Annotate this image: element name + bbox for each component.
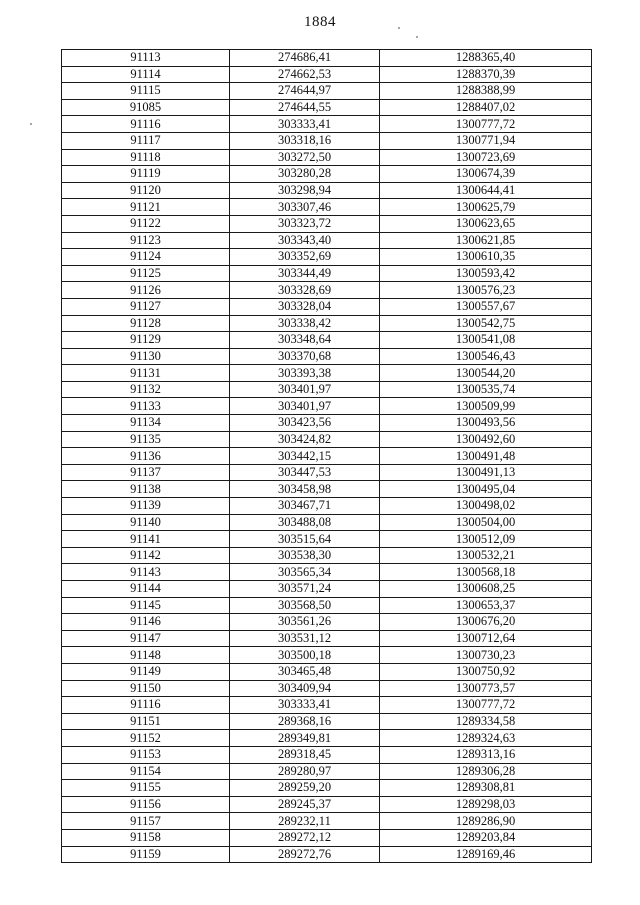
point-number-cell: 91144 (62, 581, 230, 598)
point-number-cell: 91119 (62, 166, 230, 183)
x-coordinate-cell: 303343,40 (230, 232, 380, 249)
x-coordinate-cell: 303423,56 (230, 415, 380, 432)
y-coordinate-cell: 1300576,23 (380, 282, 592, 299)
scan-speck (416, 36, 418, 38)
point-number-cell: 91130 (62, 348, 230, 365)
x-coordinate-cell: 303442,15 (230, 448, 380, 465)
table-row (62, 365, 592, 382)
table-row (62, 730, 592, 747)
y-coordinate-cell: 1300535,74 (380, 381, 592, 398)
table-row (62, 680, 592, 697)
point-number-cell: 91124 (62, 249, 230, 266)
x-coordinate-cell: 289259,20 (230, 780, 380, 797)
table-row (62, 614, 592, 631)
y-coordinate-cell: 1300491,13 (380, 464, 592, 481)
x-coordinate-cell: 303568,50 (230, 597, 380, 614)
point-number-cell: 91137 (62, 464, 230, 481)
x-coordinate-cell: 303333,41 (230, 116, 380, 133)
y-coordinate-cell: 1300568,18 (380, 564, 592, 581)
table-row (62, 332, 592, 349)
y-coordinate-cell: 1300676,20 (380, 614, 592, 631)
table-row (62, 166, 592, 183)
table-row (62, 199, 592, 216)
table-row (62, 50, 592, 67)
y-coordinate-cell: 1300730,23 (380, 647, 592, 664)
x-coordinate-cell: 303424,82 (230, 431, 380, 448)
point-number-cell: 91151 (62, 713, 230, 730)
y-coordinate-cell: 1300773,57 (380, 680, 592, 697)
x-coordinate-cell: 303488,08 (230, 514, 380, 531)
point-number-cell: 91136 (62, 448, 230, 465)
y-coordinate-cell: 1300771,94 (380, 132, 592, 149)
table-row (62, 448, 592, 465)
y-coordinate-cell: 1300674,39 (380, 166, 592, 183)
table-row (62, 531, 592, 548)
point-number-cell: 91135 (62, 431, 230, 448)
page-number: 1884 (304, 14, 336, 30)
y-coordinate-cell: 1300495,04 (380, 481, 592, 498)
x-coordinate-cell: 289272,76 (230, 846, 380, 863)
table-row (62, 846, 592, 863)
point-number-cell: 91157 (62, 813, 230, 830)
table-row (62, 829, 592, 846)
point-number-cell: 91116 (62, 697, 230, 714)
table-row (62, 398, 592, 415)
table-row (62, 630, 592, 647)
y-coordinate-cell: 1289313,16 (380, 746, 592, 763)
x-coordinate-cell: 303323,72 (230, 215, 380, 232)
y-coordinate-cell: 1300623,65 (380, 215, 592, 232)
point-number-cell: 91147 (62, 630, 230, 647)
coordinates-table-body (62, 50, 592, 863)
point-number-cell: 91146 (62, 614, 230, 631)
table-row (62, 265, 592, 282)
table-row (62, 647, 592, 664)
y-coordinate-cell: 1288365,40 (380, 50, 592, 67)
y-coordinate-cell: 1300608,25 (380, 581, 592, 598)
table-row (62, 498, 592, 515)
x-coordinate-cell: 289349,81 (230, 730, 380, 747)
point-number-cell: 91153 (62, 746, 230, 763)
x-coordinate-cell: 303401,97 (230, 381, 380, 398)
x-coordinate-cell: 303272,50 (230, 149, 380, 166)
point-number-cell: 91134 (62, 415, 230, 432)
table-row (62, 713, 592, 730)
point-number-cell: 91158 (62, 829, 230, 846)
x-coordinate-cell: 303344,49 (230, 265, 380, 282)
table-row (62, 66, 592, 83)
point-number-cell: 91156 (62, 796, 230, 813)
point-number-cell: 91115 (62, 83, 230, 100)
y-coordinate-cell: 1289306,28 (380, 763, 592, 780)
y-coordinate-cell: 1300750,92 (380, 663, 592, 680)
x-coordinate-cell: 289232,11 (230, 813, 380, 830)
table-row (62, 431, 592, 448)
point-number-cell: 91142 (62, 547, 230, 564)
x-coordinate-cell: 303515,64 (230, 531, 380, 548)
y-coordinate-cell: 1288388,99 (380, 83, 592, 100)
scan-speck (398, 27, 400, 29)
x-coordinate-cell: 303447,53 (230, 464, 380, 481)
table-row (62, 83, 592, 100)
table-row (62, 99, 592, 116)
x-coordinate-cell: 303500,18 (230, 647, 380, 664)
table-row (62, 581, 592, 598)
x-coordinate-cell: 303465,48 (230, 663, 380, 680)
y-coordinate-cell: 1289334,58 (380, 713, 592, 730)
point-number-cell: 91125 (62, 265, 230, 282)
table-row (62, 763, 592, 780)
y-coordinate-cell: 1300723,69 (380, 149, 592, 166)
x-coordinate-cell: 289318,45 (230, 746, 380, 763)
x-coordinate-cell: 274662,53 (230, 66, 380, 83)
x-coordinate-cell: 274686,41 (230, 50, 380, 67)
y-coordinate-cell: 1300504,00 (380, 514, 592, 531)
x-coordinate-cell: 303458,98 (230, 481, 380, 498)
x-coordinate-cell: 303328,04 (230, 298, 380, 315)
x-coordinate-cell: 303393,38 (230, 365, 380, 382)
table-row (62, 315, 592, 332)
y-coordinate-cell: 1300644,41 (380, 182, 592, 199)
point-number-cell: 91140 (62, 514, 230, 531)
y-coordinate-cell: 1300610,35 (380, 249, 592, 266)
x-coordinate-cell: 303370,68 (230, 348, 380, 365)
y-coordinate-cell: 1300546,43 (380, 348, 592, 365)
table-row (62, 116, 592, 133)
point-number-cell: 91141 (62, 531, 230, 548)
y-coordinate-cell: 1300532,21 (380, 547, 592, 564)
table-row (62, 282, 592, 299)
point-number-cell: 91118 (62, 149, 230, 166)
point-number-cell: 91138 (62, 481, 230, 498)
x-coordinate-cell: 303561,26 (230, 614, 380, 631)
point-number-cell: 91150 (62, 680, 230, 697)
y-coordinate-cell: 1300491,48 (380, 448, 592, 465)
table-row (62, 813, 592, 830)
y-coordinate-cell: 1300492,60 (380, 431, 592, 448)
point-number-cell: 91117 (62, 132, 230, 149)
table-row (62, 796, 592, 813)
y-coordinate-cell: 1300621,85 (380, 232, 592, 249)
x-coordinate-cell: 303538,30 (230, 547, 380, 564)
x-coordinate-cell: 303467,71 (230, 498, 380, 515)
table-row (62, 464, 592, 481)
table-row (62, 132, 592, 149)
table-row (62, 182, 592, 199)
point-number-cell: 91152 (62, 730, 230, 747)
y-coordinate-cell: 1300712,64 (380, 630, 592, 647)
point-number-cell: 91145 (62, 597, 230, 614)
y-coordinate-cell: 1300557,67 (380, 298, 592, 315)
table-row (62, 663, 592, 680)
x-coordinate-cell: 303571,24 (230, 581, 380, 598)
y-coordinate-cell: 1300544,20 (380, 365, 592, 382)
point-number-cell: 91126 (62, 282, 230, 299)
x-coordinate-cell: 303348,64 (230, 332, 380, 349)
y-coordinate-cell: 1289203,84 (380, 829, 592, 846)
table-row (62, 348, 592, 365)
point-number-cell: 91129 (62, 332, 230, 349)
y-coordinate-cell: 1300593,42 (380, 265, 592, 282)
y-coordinate-cell: 1300493,56 (380, 415, 592, 432)
table-row (62, 215, 592, 232)
y-coordinate-cell: 1300541,08 (380, 332, 592, 349)
x-coordinate-cell: 303401,97 (230, 398, 380, 415)
x-coordinate-cell: 289280,97 (230, 763, 380, 780)
point-number-cell: 91127 (62, 298, 230, 315)
table-row (62, 249, 592, 266)
point-number-cell: 91133 (62, 398, 230, 415)
point-number-cell: 91120 (62, 182, 230, 199)
x-coordinate-cell: 303328,69 (230, 282, 380, 299)
point-number-cell: 91131 (62, 365, 230, 382)
point-number-cell: 91123 (62, 232, 230, 249)
point-number-cell: 91143 (62, 564, 230, 581)
table-row (62, 547, 592, 564)
table-row (62, 149, 592, 166)
point-number-cell: 91159 (62, 846, 230, 863)
x-coordinate-cell: 274644,97 (230, 83, 380, 100)
y-coordinate-cell: 1289298,03 (380, 796, 592, 813)
point-number-cell: 91122 (62, 215, 230, 232)
point-number-cell: 91113 (62, 50, 230, 67)
table-row (62, 415, 592, 432)
x-coordinate-cell: 303333,41 (230, 697, 380, 714)
x-coordinate-cell: 303280,28 (230, 166, 380, 183)
table-row (62, 232, 592, 249)
x-coordinate-cell: 289272,12 (230, 829, 380, 846)
x-coordinate-cell: 303307,46 (230, 199, 380, 216)
table-row (62, 564, 592, 581)
table-row (62, 780, 592, 797)
point-number-cell: 91155 (62, 780, 230, 797)
y-coordinate-cell: 1289324,63 (380, 730, 592, 747)
x-coordinate-cell: 289245,37 (230, 796, 380, 813)
table-row (62, 697, 592, 714)
y-coordinate-cell: 1300509,99 (380, 398, 592, 415)
x-coordinate-cell: 303531,12 (230, 630, 380, 647)
table-row (62, 597, 592, 614)
x-coordinate-cell: 289368,16 (230, 713, 380, 730)
table-row (62, 746, 592, 763)
y-coordinate-cell: 1300512,09 (380, 531, 592, 548)
point-number-cell: 91114 (62, 66, 230, 83)
scan-speck (30, 123, 32, 125)
table-row (62, 381, 592, 398)
table-row (62, 514, 592, 531)
point-number-cell: 91154 (62, 763, 230, 780)
point-number-cell: 91132 (62, 381, 230, 398)
y-coordinate-cell: 1300777,72 (380, 116, 592, 133)
x-coordinate-cell: 303318,16 (230, 132, 380, 149)
table-row (62, 481, 592, 498)
x-coordinate-cell: 274644,55 (230, 99, 380, 116)
y-coordinate-cell: 1289286,90 (380, 813, 592, 830)
x-coordinate-cell: 303352,69 (230, 249, 380, 266)
point-number-cell: 91121 (62, 199, 230, 216)
y-coordinate-cell: 1289308,81 (380, 780, 592, 797)
y-coordinate-cell: 1300542,75 (380, 315, 592, 332)
point-number-cell: 91128 (62, 315, 230, 332)
point-number-cell: 91148 (62, 647, 230, 664)
y-coordinate-cell: 1300653,37 (380, 597, 592, 614)
x-coordinate-cell: 303338,42 (230, 315, 380, 332)
y-coordinate-cell: 1288370,39 (380, 66, 592, 83)
y-coordinate-cell: 1288407,02 (380, 99, 592, 116)
y-coordinate-cell: 1289169,46 (380, 846, 592, 863)
x-coordinate-cell: 303298,94 (230, 182, 380, 199)
y-coordinate-cell: 1300777,72 (380, 697, 592, 714)
y-coordinate-cell: 1300625,79 (380, 199, 592, 216)
point-number-cell: 91085 (62, 99, 230, 116)
y-coordinate-cell: 1300498,02 (380, 498, 592, 515)
coordinates-table (61, 49, 592, 863)
x-coordinate-cell: 303409,94 (230, 680, 380, 697)
point-number-cell: 91116 (62, 116, 230, 133)
x-coordinate-cell: 303565,34 (230, 564, 380, 581)
table-row (62, 298, 592, 315)
point-number-cell: 91139 (62, 498, 230, 515)
point-number-cell: 91149 (62, 663, 230, 680)
